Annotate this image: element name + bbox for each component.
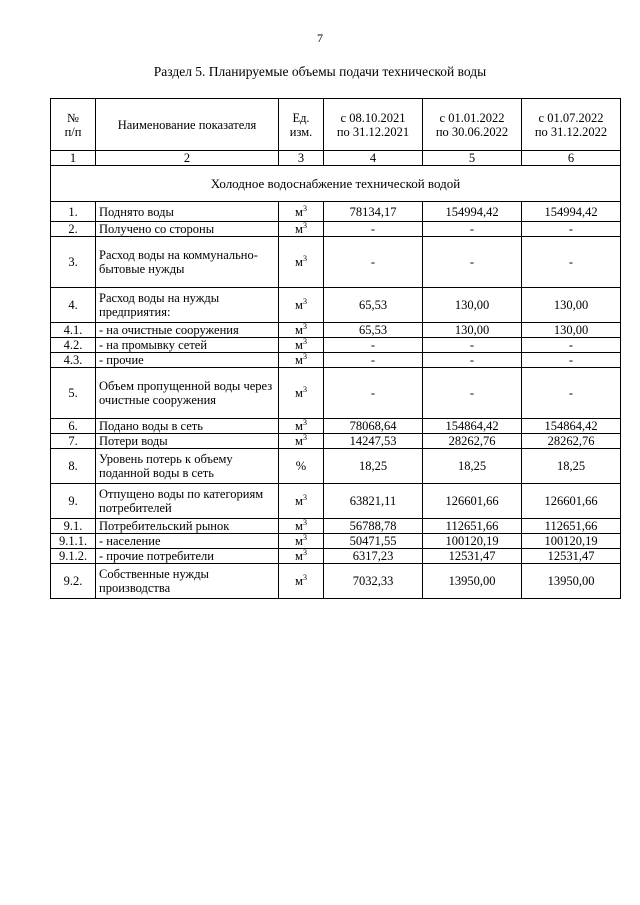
column-index: 3 [279, 151, 324, 166]
header-number [51, 99, 96, 151]
column-index: 6 [522, 151, 621, 166]
row-value-period-2: 154864,42 [423, 419, 522, 434]
unit-exponent: 3 [302, 493, 307, 502]
row-value-period-2: 100120,19 [423, 534, 522, 549]
unit-base: м [295, 549, 303, 563]
row-number: 4.2. [51, 338, 96, 353]
table-row [51, 534, 621, 549]
row-value-period-1: 6317,23 [324, 549, 423, 564]
row-unit [279, 484, 324, 519]
header-period-3-to: по 31.12.2022 [534, 124, 608, 139]
header-period-3-from: с 01.07.2022 [538, 110, 604, 125]
row-unit [279, 434, 324, 449]
row-value-period-1: 65,53 [324, 288, 423, 323]
row-value-period-2: - [423, 237, 522, 288]
row-value-period-1: - [324, 368, 423, 419]
unit-base: м [295, 323, 303, 337]
table-row [51, 222, 621, 237]
row-value-period-3: 100120,19 [522, 534, 621, 549]
row-name: Объем пропущенной воды через очистные сооружения [96, 368, 279, 419]
unit-exponent: 3 [302, 203, 307, 213]
row-unit [279, 419, 324, 434]
row-number: 9.1.1. [51, 534, 96, 549]
row-value-period-1: - [324, 222, 423, 237]
header-unit-line1: Ед. [292, 110, 310, 125]
row-value-period-3: 154864,42 [522, 419, 621, 434]
table-row [51, 338, 621, 353]
row-name: - на промывку сетей [96, 338, 279, 353]
unit-base: м [295, 534, 303, 548]
unit-base: м [295, 386, 303, 400]
unit-exponent: 3 [302, 352, 307, 361]
table-body [51, 99, 621, 599]
unit-exponent: 3 [302, 518, 307, 527]
row-value-period-1: 14247,53 [324, 434, 423, 449]
row-value-period-2: - [423, 353, 522, 368]
row-name: - прочие [96, 353, 279, 368]
row-unit [279, 338, 324, 353]
row-value-period-1: - [324, 237, 423, 288]
row-number: 9.2. [51, 564, 96, 599]
row-number: 2. [51, 222, 96, 237]
row-value-period-3: 112651,66 [522, 519, 621, 534]
row-value-period-3: 130,00 [522, 288, 621, 323]
row-value-period-2: 12531,47 [423, 549, 522, 564]
row-value-period-2: - [423, 368, 522, 419]
row-value-period-3: - [522, 222, 621, 237]
unit-exponent: 3 [302, 418, 307, 427]
row-value-period-2: 18,25 [423, 449, 522, 484]
unit-base: м [295, 204, 303, 219]
row-unit [279, 449, 324, 484]
column-index: 1 [51, 151, 96, 166]
row-unit [279, 353, 324, 368]
row-value-period-3: 28262,76 [522, 434, 621, 449]
row-name: Отпущено воды по категориям потребителей [96, 484, 279, 519]
unit-base: м [295, 255, 303, 269]
row-value-period-2: 130,00 [423, 323, 522, 338]
row-value-period-1: 78134,17 [324, 202, 423, 222]
table-row [51, 484, 621, 519]
row-value-period-3: 18,25 [522, 449, 621, 484]
row-unit [279, 549, 324, 564]
column-index: 4 [324, 151, 423, 166]
table-row [51, 288, 621, 323]
unit-base: м [295, 338, 303, 352]
header-period-2-to: по 30.06.2022 [435, 124, 509, 139]
unit-exponent: 3 [302, 322, 307, 331]
row-name: Расход воды на нужды предприятия: [96, 288, 279, 323]
header-period-2 [423, 99, 522, 151]
row-value-period-2: - [423, 222, 522, 237]
row-name: Уровень потерь к объему поданной воды в сеть [96, 449, 279, 484]
row-name: - на очистные сооружения [96, 323, 279, 338]
unit-base: м [295, 494, 303, 508]
column-index-row [51, 151, 621, 166]
unit-exponent: 3 [302, 433, 307, 442]
row-unit [279, 564, 324, 599]
column-index: 5 [423, 151, 522, 166]
row-name: Поднято воды [96, 202, 279, 222]
unit-exponent: 3 [302, 573, 307, 582]
header-number-line2: п/п [64, 124, 82, 139]
table-row [51, 323, 621, 338]
row-value-period-2: 28262,76 [423, 434, 522, 449]
table-row [51, 449, 621, 484]
unit-base: м [295, 519, 303, 533]
row-number: 4. [51, 288, 96, 323]
unit-exponent: 3 [302, 385, 307, 394]
table-row [51, 202, 621, 222]
row-value-period-2: 112651,66 [423, 519, 522, 534]
row-name: - прочие потребители [96, 549, 279, 564]
unit-exponent: 3 [302, 337, 307, 346]
table-row [51, 419, 621, 434]
row-number: 5. [51, 368, 96, 419]
row-number: 6. [51, 419, 96, 434]
table-row [51, 368, 621, 419]
row-number: 7. [51, 434, 96, 449]
page-number: 7 [317, 31, 323, 45]
header-period-1 [324, 99, 423, 151]
row-value-period-1: 18,25 [324, 449, 423, 484]
unit-base: % [295, 459, 307, 473]
header-period-1-from: с 08.10.2021 [340, 110, 406, 125]
unit-base: м [295, 222, 303, 236]
row-value-period-1: 63821,11 [324, 484, 423, 519]
header-period-2-from: с 01.01.2022 [439, 110, 505, 125]
group-title: Холодное водоснабжение технической водой [51, 166, 621, 202]
unit-base: м [295, 419, 303, 433]
header-unit-line2: изм. [289, 124, 313, 139]
row-unit [279, 534, 324, 549]
row-value-period-1: 7032,33 [324, 564, 423, 599]
unit-exponent: 3 [302, 548, 307, 557]
table-row [51, 434, 621, 449]
table-row [51, 519, 621, 534]
row-value-period-2: 13950,00 [423, 564, 522, 599]
table-row [51, 564, 621, 599]
row-value-period-2: - [423, 338, 522, 353]
row-value-period-1: - [324, 353, 423, 368]
planned-water-volume-table [50, 98, 621, 599]
row-value-period-3: - [522, 353, 621, 368]
row-value-period-3: - [522, 237, 621, 288]
row-name: Расход воды на коммунально-бытовые нужды [96, 237, 279, 288]
row-name: Получено со стороны [96, 222, 279, 237]
row-value-period-3: - [522, 368, 621, 419]
group-title-row [51, 166, 621, 202]
unit-exponent: 3 [302, 254, 307, 263]
row-number: 1. [51, 202, 96, 222]
row-value-period-3: - [522, 338, 621, 353]
row-value-period-1: 78068,64 [324, 419, 423, 434]
row-value-period-2: 126601,66 [423, 484, 522, 519]
header-name: Наименование показателя [96, 99, 279, 151]
section-title: Раздел 5. Планируемые объемы подачи технической воды [153, 64, 487, 79]
row-value-period-1: 65,53 [324, 323, 423, 338]
row-value-period-3: 130,00 [522, 323, 621, 338]
unit-base: м [295, 298, 303, 312]
row-number: 8. [51, 449, 96, 484]
row-name: Собственные нужды производства [96, 564, 279, 599]
table-row [51, 549, 621, 564]
row-unit [279, 288, 324, 323]
unit-exponent: 3 [302, 221, 307, 230]
row-name: Потребительский рынок [96, 519, 279, 534]
row-value-period-2: 154994,42 [423, 202, 522, 222]
row-unit [279, 237, 324, 288]
row-number: 9. [51, 484, 96, 519]
row-number: 9.1. [51, 519, 96, 534]
row-value-period-1: - [324, 338, 423, 353]
row-unit [279, 368, 324, 419]
row-value-period-3: 126601,66 [522, 484, 621, 519]
row-unit [279, 323, 324, 338]
row-unit [279, 222, 324, 237]
unit-base: м [295, 353, 303, 367]
row-value-period-3: 13950,00 [522, 564, 621, 599]
unit-base: м [295, 574, 303, 588]
row-value-period-1: 56788,78 [324, 519, 423, 534]
header-unit [279, 99, 324, 151]
row-unit [279, 519, 324, 534]
row-value-period-2: 130,00 [423, 288, 522, 323]
header-period-3 [522, 99, 621, 151]
row-number: 3. [51, 237, 96, 288]
row-value-period-3: 154994,42 [522, 202, 621, 222]
column-index: 2 [96, 151, 279, 166]
row-value-period-1: 50471,55 [324, 534, 423, 549]
header-period-1-to: по 31.12.2021 [336, 124, 410, 139]
row-number: 4.1. [51, 323, 96, 338]
row-value-period-3: 12531,47 [522, 549, 621, 564]
unit-exponent: 3 [302, 533, 307, 542]
row-name: Потери воды [96, 434, 279, 449]
unit-exponent: 3 [302, 297, 307, 306]
unit-base: м [295, 434, 303, 448]
table-row [51, 237, 621, 288]
row-number: 9.1.2. [51, 549, 96, 564]
row-unit [279, 202, 324, 222]
table-row [51, 353, 621, 368]
row-name: - население [96, 534, 279, 549]
row-number: 4.3. [51, 353, 96, 368]
header-number-line1: № [67, 110, 79, 125]
row-name: Подано воды в сеть [96, 419, 279, 434]
header-row [51, 99, 621, 151]
